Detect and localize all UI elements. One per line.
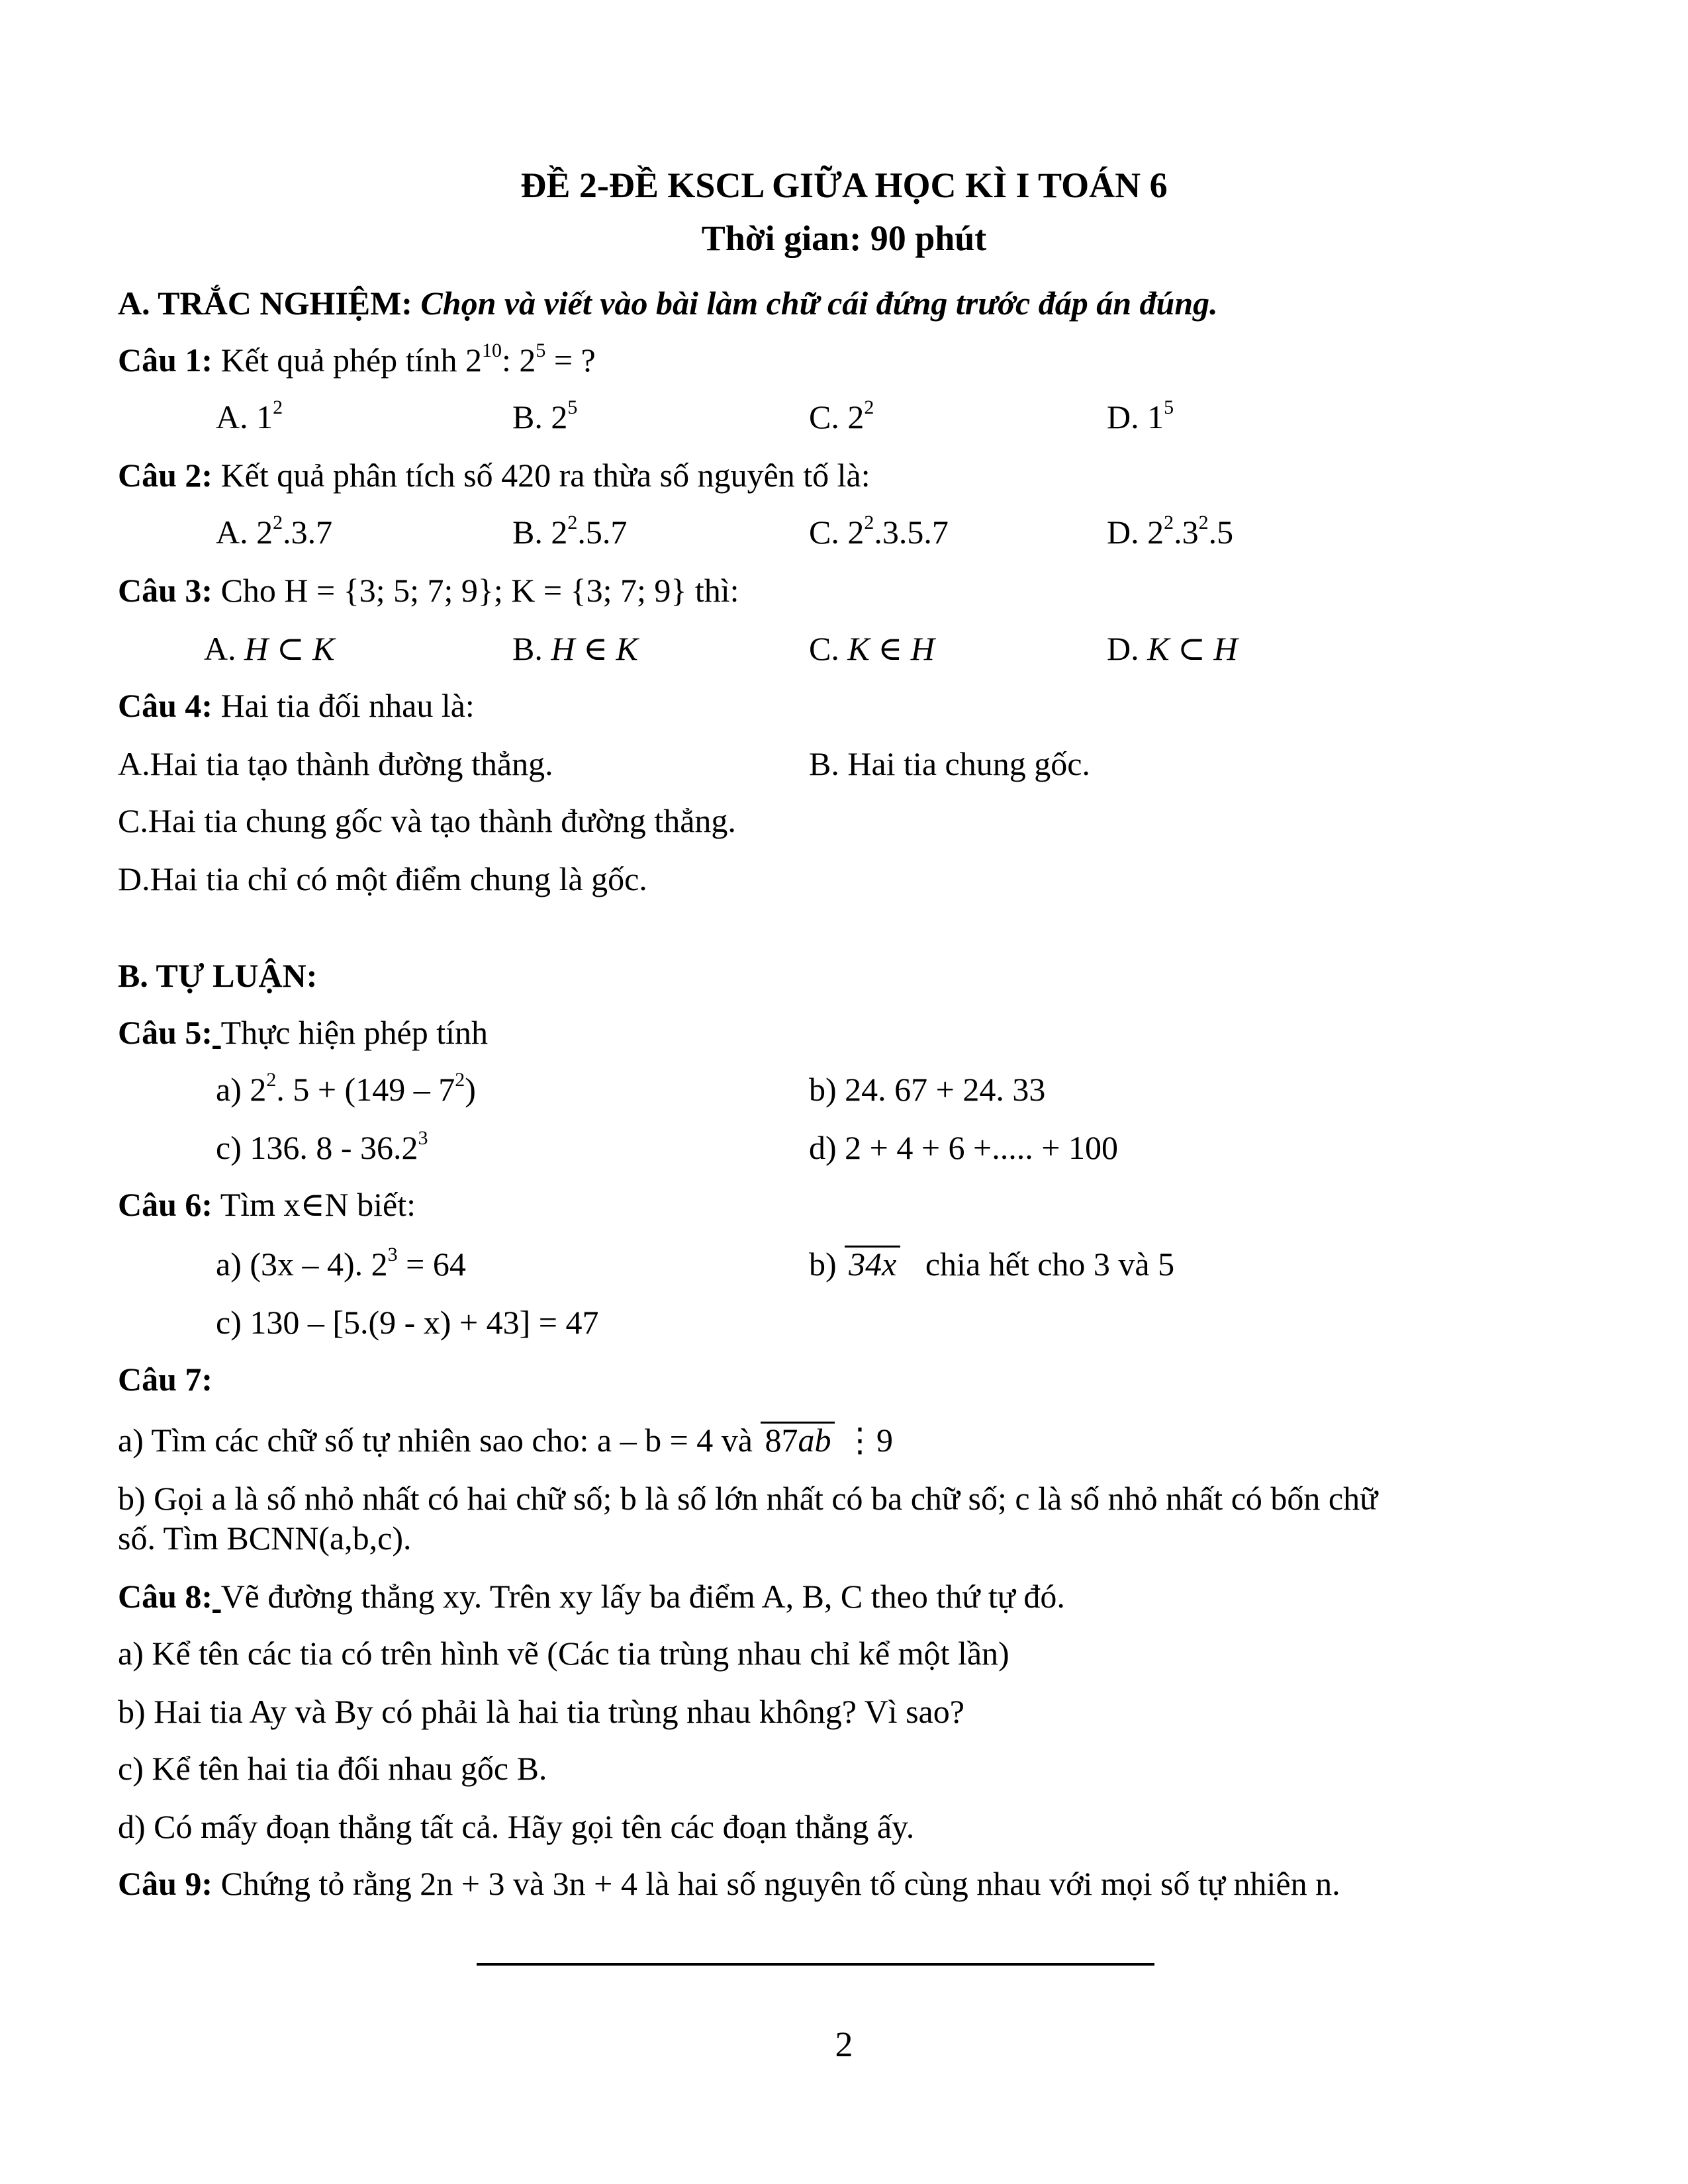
question-3-text: Cho H = {3; 5; 7; 9}; K = {3; 7; 9} thì:	[220, 572, 739, 609]
question-9-text: Chứng tỏ rằng 2n + 3 và 3n + 4 là hai số nguyên tố cùng nhau với mọi số tự nhiên n.	[220, 1865, 1340, 1902]
question-8-text: Vẽ đường thẳng xy. Trên xy lấy ba điểm A, B, C theo thứ tự đó.	[220, 1578, 1065, 1615]
q3-option-b: B. H ∈ K	[512, 630, 638, 667]
question-4-label: Câu 4:	[118, 687, 213, 724]
question-6	[118, 1185, 416, 1224]
question-7	[118, 1359, 212, 1399]
q8-part-c: c) Kể tên hai tia đối nhau gốc B.	[118, 1750, 547, 1787]
q5-part-b: b) 24. 67 + 24. 33	[809, 1071, 1046, 1108]
q7-part-b-line1: b) Gọi a là số nhỏ nhất có hai chữ số; b là số lớn nhất có ba chữ số; c là số nhỏ nhất có bốn chữ	[118, 1480, 1378, 1517]
q4-option-d: D.Hai tia chỉ có một điểm chung là gốc.	[118, 860, 647, 897]
q1-option-b: B. $2^5$	[512, 396, 578, 435]
section-a-instruction: Chọn và viết vào bài làm chữ cái đứng trước đáp án đúng.	[420, 285, 1218, 322]
q6-part-c: c) 130 – [5.(9 - x) + 43] = 47	[216, 1304, 599, 1341]
q7-part-a: a) Tìm các chữ số tự nhiên sao cho: a – b = 4 và 87ab ⋮9	[118, 1422, 893, 1459]
question-8-label: Câu 8:	[118, 1578, 213, 1615]
question-9	[118, 1864, 1340, 1903]
question-3-label: Câu 3:	[118, 572, 213, 609]
question-2-label: Câu 2:	[118, 457, 213, 494]
q1-option-d: D. $1^5$	[1107, 396, 1174, 435]
q1-option-c: C. $2^2$	[809, 396, 874, 435]
section-b-heading	[118, 956, 317, 995]
question-2	[118, 455, 870, 495]
exponent: 5	[536, 340, 546, 362]
q2-option-a: A. $2^2.3.7$	[216, 512, 333, 551]
question-1-label: Câu 1:	[118, 341, 213, 379]
section-a-heading	[118, 283, 1218, 323]
question-6-label: Câu 6:	[118, 1186, 213, 1223]
question-7-label: Câu 7:	[118, 1361, 213, 1398]
question-2-text: Kết quả phân tích số 420 ra thừa số nguyên tố là:	[220, 457, 870, 494]
question-5	[118, 1013, 488, 1052]
q3-option-a: A. H ⊂ K	[204, 630, 335, 667]
q4-option-a: A.Hai tia tạo thành đường thẳng.	[118, 745, 553, 782]
q7-part-b-line2: số. Tìm BCNN(a,b,c).	[118, 1520, 412, 1557]
section-b-title: B. TỰ LUẬN:	[118, 957, 318, 994]
question-1-text: Kết quả phép tính 2	[220, 341, 482, 379]
q5-part-d: d) 2 + 4 + 6 +..... + 100	[809, 1129, 1118, 1166]
q6-part-a: a) (3x – 4). $2^3 = 64$	[216, 1244, 466, 1283]
question-3	[118, 570, 739, 610]
exam-title: ĐỀ 2-ĐỀ KSCL GIỮA HỌC KÌ I TOÁN 6	[520, 165, 1168, 205]
q3-option-c: C. K ∈ H	[809, 630, 935, 667]
q4-option-c: C.Hai tia chung gốc và tạo thành đường thẳng.	[118, 802, 736, 839]
q5-part-c: c) 136. 8 - 36.2$^3$	[216, 1127, 428, 1166]
q1-option-a: A. $1^2$	[216, 396, 283, 435]
overline-number: 87ab	[761, 1422, 835, 1457]
end-rule	[477, 1963, 1154, 1966]
overline-number: 34x	[845, 1246, 900, 1281]
underscore	[212, 1014, 221, 1051]
q8-part-d: d) Có mấy đoạn thẳng tất cả. Hãy gọi tên các đoạn thẳng ấy.	[118, 1808, 915, 1845]
page-number: 2	[835, 2025, 853, 2064]
question-5-text: Thực hiện phép tính	[220, 1014, 488, 1051]
q8-part-b: b) Hai tia Ay và By có phải là hai tia trùng nhau không? Vì sao?	[118, 1693, 964, 1730]
question-4	[118, 686, 475, 725]
question-9-label: Câu 9:	[118, 1865, 213, 1902]
q6-part-b: b) 34x chia hết cho 3 và 5	[809, 1246, 1175, 1283]
question-5-label: Câu 5:	[118, 1014, 213, 1051]
q2-option-b: B. $2^2.5.7$	[512, 512, 628, 551]
q8-part-a: a) Kể tên các tia có trên hình vẽ (Các tia trùng nhau chỉ kể một lần)	[118, 1635, 1009, 1672]
question-6-text: Tìm x∈N biết:	[220, 1186, 416, 1223]
exam-time: Thời gian: 90 phút	[701, 218, 987, 258]
q4-option-b: B. Hai tia chung gốc.	[809, 745, 1090, 782]
underscore	[212, 1578, 221, 1615]
question-1-text: = ?	[545, 341, 596, 379]
exponent: 10	[481, 340, 502, 362]
question-1	[118, 340, 596, 380]
q2-option-d: D. $2^2.3^2.5$	[1107, 512, 1234, 551]
section-a-title: A. TRẮC NGHIỆM:	[118, 285, 412, 322]
q3-option-d: D. K ⊂ H	[1107, 630, 1238, 667]
question-4-text: Hai tia đối nhau là:	[220, 687, 475, 724]
question-8	[118, 1576, 1065, 1616]
q2-option-c: C. $2^2.3.5.7$	[809, 512, 949, 551]
question-1-text: : 2	[501, 341, 536, 379]
q5-part-a: a) $2^2$. $5 + (149 - 7^2)$	[216, 1069, 476, 1108]
